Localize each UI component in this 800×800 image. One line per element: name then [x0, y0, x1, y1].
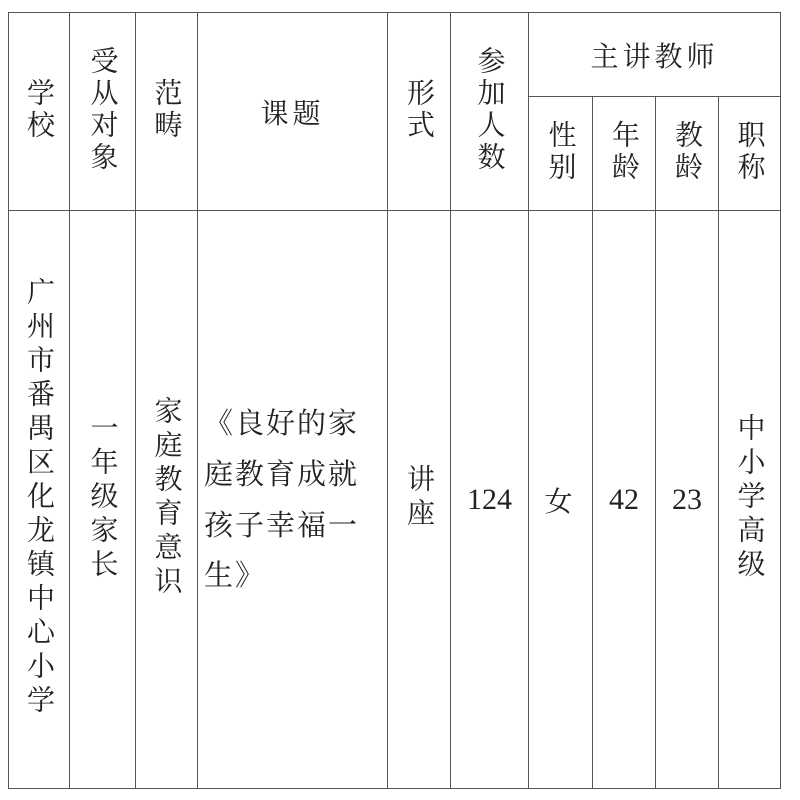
- cell-audience: 一年级家长: [70, 211, 136, 789]
- header-school: 学校: [9, 13, 70, 211]
- cell-gender: 女: [529, 211, 593, 789]
- header-topic: 课题: [198, 13, 388, 211]
- cell-teaching-years: 23: [656, 211, 719, 789]
- header-title: 职称: [719, 97, 781, 211]
- cell-age: 42: [593, 211, 656, 789]
- cell-attendance: 124: [451, 211, 529, 789]
- header-attendance: 参加人数: [451, 13, 529, 211]
- header-category: 范畴: [136, 13, 198, 211]
- lecture-info-table: [8, 12, 781, 789]
- cell-school: 广州市番禺区化龙镇中心小学: [9, 211, 70, 789]
- cell-title: 中小学高级: [719, 211, 781, 789]
- header-lecturer-group: 主讲教师: [529, 13, 781, 97]
- cell-category: 家庭教育意识: [136, 211, 198, 789]
- cell-format: 讲座: [388, 211, 451, 789]
- cell-topic: 《良好的家庭教育成就孩子幸福一生》: [198, 211, 388, 789]
- header-audience: 受从对象: [70, 13, 136, 211]
- header-age: 年龄: [593, 97, 656, 211]
- header-format: 形式: [388, 13, 451, 211]
- header-teaching-years: 教龄: [656, 97, 719, 211]
- header-gender: 性别: [529, 97, 593, 211]
